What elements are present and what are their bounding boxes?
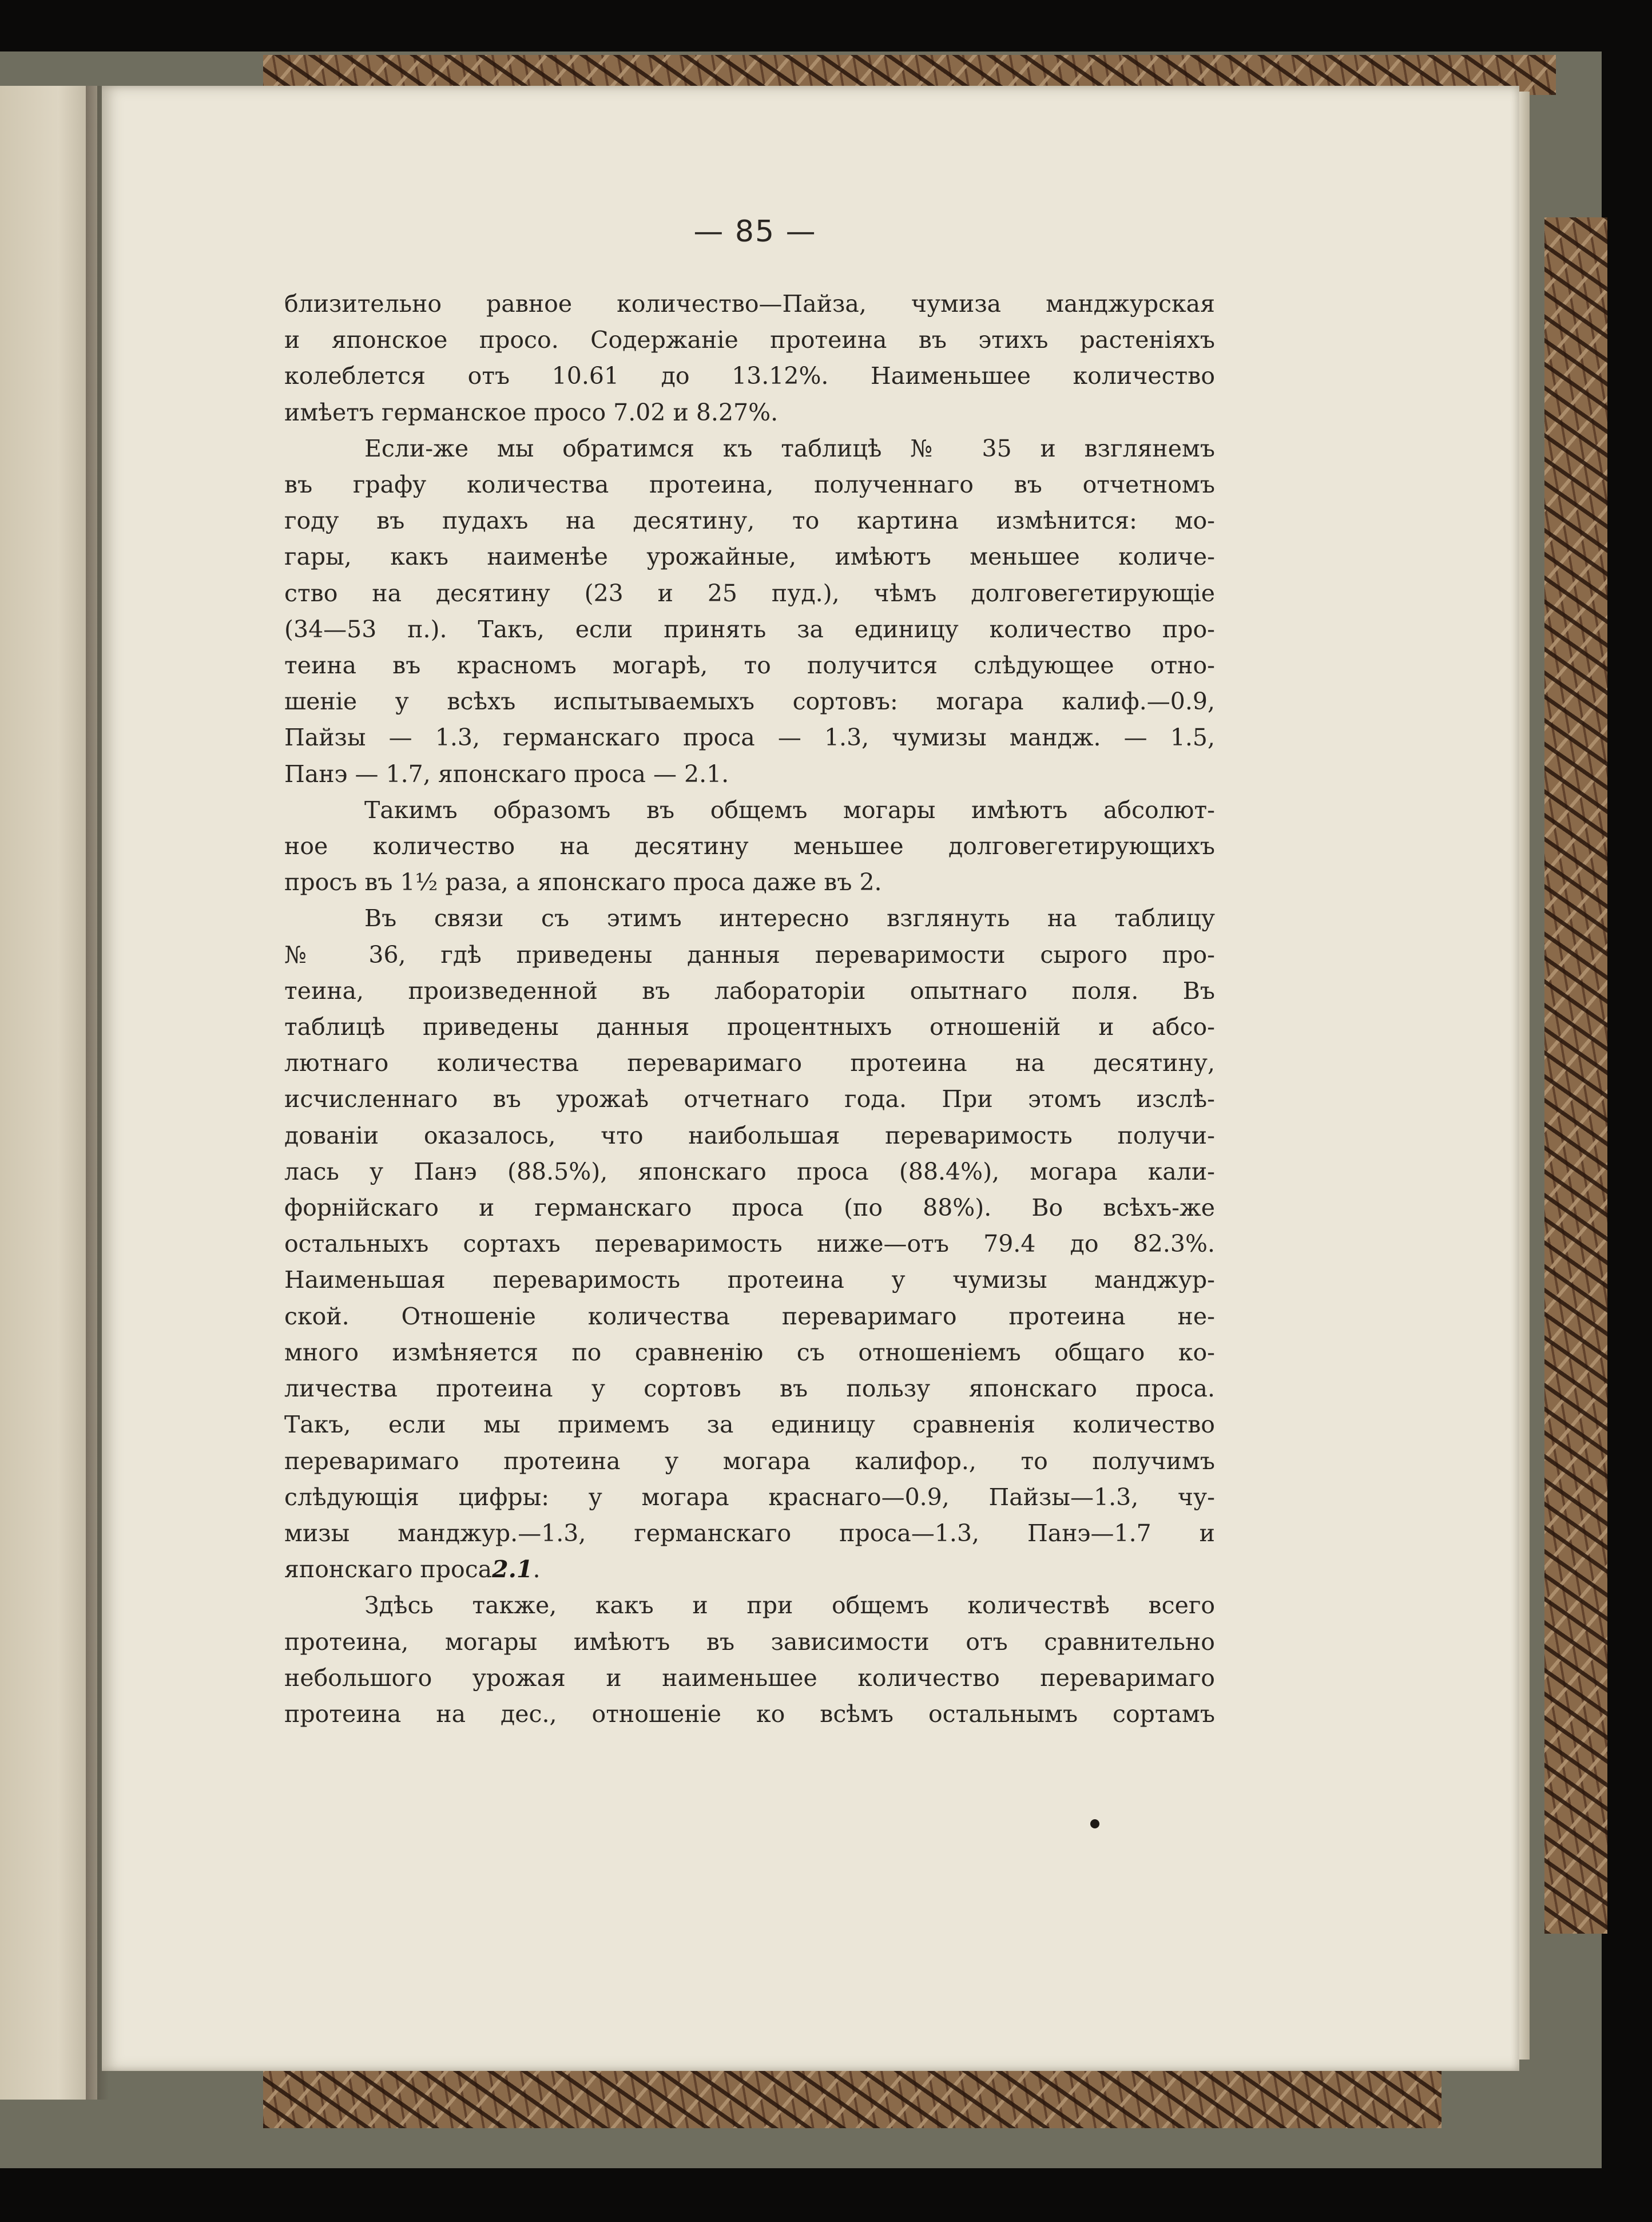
- text-line: и японское просо. Содержаніе протеина въ этихъ растеніяхъ: [284, 326, 1215, 354]
- text-line: лютнаго количества переваримаго протеина на десятину,: [284, 1049, 1215, 1077]
- text-line: Въ связи съ этимъ интересно взглянуть на таблицу: [364, 904, 1215, 933]
- text-line: исчисленнаго въ урожаѣ отчетнаго года. При этомъ изслѣ-: [284, 1085, 1215, 1113]
- text-line: много измѣняется по сравненію съ отношеніемъ общаго ко-: [284, 1338, 1215, 1366]
- text-line: дованіи оказалось, что наибольшая переваримость получи-: [284, 1121, 1215, 1149]
- page-number: — 85 —: [693, 215, 817, 249]
- text-line: шеніе у всѣхъ испытываемыхъ сортовъ: могара калиф.—0.9,: [284, 688, 1215, 716]
- text-line: ство на десятину (23 и 25 пуд.), чѣмъ долговегетирующіе: [284, 579, 1215, 607]
- text-line: Здѣсь также, какъ и при общемъ количествѣ всего: [364, 1592, 1215, 1620]
- text-line: Панэ — 1.7, японскаго проса — 2.1.: [284, 760, 729, 788]
- text-line: ное количество на десятину меньшее долговегетирующихъ: [284, 832, 1215, 860]
- page-stack-edge: [1519, 92, 1530, 2060]
- text-line: Пайзы — 1.3, германскаго проса — 1.3, чумизы мандж. — 1.5,: [284, 724, 1215, 752]
- text-line: лась у Панэ (88.5%), японскаго проса (88.4%), могара кали-: [284, 1157, 1215, 1185]
- text-line: Такимъ образомъ въ общемъ могары имѣютъ абсолют-: [364, 796, 1215, 824]
- handwritten-correction: 2.1: [492, 1556, 533, 1584]
- text-line: имѣетъ германское просо 7.02 и 8.27%.: [284, 398, 779, 426]
- text-line: близительно равное количество—Пайза, чумиза манджурская: [284, 290, 1215, 318]
- text-line: мизы манджур.—1.3, германскаго проса—1.3, Панэ—1.7 и: [284, 1519, 1215, 1547]
- text-line: (34—53 п.). Такъ, если принять за единицу количество про-: [284, 615, 1215, 643]
- text-line: въ графу количества протеина, полученнаго въ отчетномъ: [284, 471, 1215, 499]
- text-line: № 36, гдѣ приведены данныя переваримости сырого про-: [284, 941, 1215, 969]
- text-line: теина, произведенной въ лабораторіи опытнаго поля. Въ: [284, 977, 1215, 1005]
- text-line: таблицѣ приведены данныя процентныхъ отношеній и абсо-: [284, 1013, 1215, 1041]
- text-line: протеина, могары имѣютъ въ зависимости отъ сравнительно: [284, 1628, 1215, 1656]
- text-line: ской. Отношеніе количества переваримаго протеина не-: [284, 1302, 1215, 1330]
- text-line: Такъ, если мы примемъ за единицу сравненія количество: [284, 1411, 1215, 1439]
- text-line: слѣдующія цифры: у могара краснаго—0.9, Пайзы—1.3, чу-: [284, 1483, 1215, 1511]
- text-line: просъ въ 1½ раза, а японскаго проса даже въ 2.: [284, 868, 882, 896]
- text-line: форнійскаго и германскаго проса (по 88%). Во всѣхъ-же: [284, 1194, 1215, 1222]
- text-line: Если-же мы обратимся къ таблицѣ № 35 и взглянемъ: [364, 434, 1215, 462]
- handwritten-period: .: [533, 1556, 541, 1584]
- text-line: гары, какъ наименѣе урожайные, имѣютъ меньшее количе-: [284, 543, 1215, 571]
- marbled-edge-right: [1544, 217, 1607, 1934]
- text-line: году въ пудахъ на десятину, то картина измѣнится: мо-: [284, 507, 1215, 535]
- text-line: небольшого урожая и наименьшее количество переваримаго: [284, 1664, 1215, 1692]
- text-line-with-handwriting: [284, 1552, 1215, 1588]
- page-body: [284, 286, 1215, 1732]
- text-line: переваримаго протеина у могара калифор., то получимъ: [284, 1447, 1215, 1475]
- text-line: протеина на дес., отношеніе ко всѣмъ остальнымъ сортамъ: [284, 1700, 1215, 1728]
- text-line: японскаго проса: [284, 1556, 493, 1584]
- text-line: личества протеина у сортовъ въ пользу японскаго проса.: [284, 1375, 1215, 1403]
- text-line: колеблется отъ 10.61 до 13.12%. Наименьшее количество: [284, 362, 1215, 390]
- facing-page-edge: [0, 86, 97, 2100]
- text-line: остальныхъ сортахъ переваримость ниже—отъ 79.4 до 82.3%.: [284, 1230, 1215, 1258]
- ink-mark: [1090, 1819, 1099, 1828]
- text-line: Наименьшая переваримость протеина у чумизы манджур-: [284, 1266, 1215, 1294]
- text-line: теина въ красномъ могарѣ, то получится слѣдующее отно-: [284, 652, 1215, 680]
